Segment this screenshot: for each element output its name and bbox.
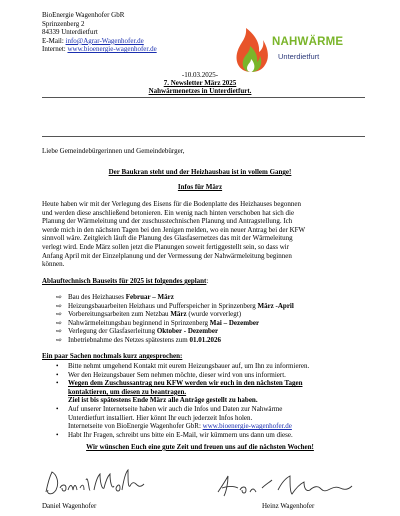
bullet-icon: • <box>56 370 59 379</box>
intro-line: werde mich in den nächsten Tagen bei den Jenigen melden, wo ein neuer Antrag bei der KFW <box>42 225 306 234</box>
bullet-icon: • <box>56 362 59 370</box>
greeting: Liebe Gemeindebürgerinnen und Gemeindebürger, <box>42 147 185 155</box>
nahwaerme-logo <box>232 18 372 78</box>
logo-subtitle: Unterdietfurt <box>278 52 320 61</box>
newsletter-topic: Nahwärmenetzes in Unterdietfurt. <box>148 87 252 95</box>
newsletter-date: -10.03.2025- <box>181 71 219 79</box>
arrow-icon: ⇨ <box>56 318 62 327</box>
arrow-icon: ⇨ <box>56 293 62 301</box>
sender-street: Sprinzenberg 2 <box>42 19 85 28</box>
arrow-icon: ⇨ <box>56 327 62 336</box>
flame-icon <box>232 22 270 74</box>
newsletter-page: BioEnergie Wagenhofer GbR Sprinzenberg 2 84339 Unterdietfurt E-Mail: info@Agrar-Wagenhofer.de Internet: www.bioenergie-wagenhofer.de NAHWÄRME Unterdietfurt -10.03.2025- 7. Newsletter März 2025 Nahwärmenetzes in Unterdietfurt. Liebe Gemeindebürgerinnen und Gemeindebürger, Der Baukran steht und der Heizhausbau ist in vollem Gange! Infos für März Heute haben wir mit der Verlegung des Eisens für die Bodenplatte des Heizhauses begonnen und werden diese anschließend betonieren. Ein wenig nach hinten verschoben hat sich die Planung der Wärmeleitung und der zuschusstechnischen Planung und Antragstellung. Ich werde mich in den nächsten Tagen bei den Jenigen melden, wo ein neuer Antrag bei der KFW sinnvoll wäre. Zeitgleich läuft die Planung des Glasfasernetzes das mit der Wärmeleitung verlegt wird. Ende März sollen jetzt die Planungen soweit fertiggestellt sein, so dass wir Anfang April mit der Einzelplanung und der Vermessung der Nahwärmeleitung beginnen können. Ablauftechnisch Bauseits für 2025 ist folgendes geplant: ⇨ Bau des Heizhauses Februar – März ⇨ Heizungsbauarbeiten Heizhaus und Pufferspeicher in Sprinzenberg März -April ⇨ Vorbereitungsarbeiten zum Netzbau März (wurde vorverlegt) ⇨ Nahwärmeleitungsbau beginnend in Sprinzenberg Mai – Dezember ⇨ Verlegung der Glasfaserleitung Oktober - Dezember ⇨ Inbetriebnahme des Netzes spätestens zum 01.01.2026 Ein paar Sachen nochmals kurz angesprochen: • Bitte nehmt umgehend Kontakt mit eurem Heizungsbauer auf, um Ihn zu informieren. • Wer den Heizungsbauer Sem nehmen möchte, dieser wird von uns informiert. • Wegen dem Zuschussantrag neu KFW werden wir euch in den nächsten Tagen kontaktieren, um diesen zu beantragen. Ziel ist bis spätestens Ende März alle Anträge gestellt zu haben. • Auf unserer Internetseite haben wir auch die Infos und Daten zur Nahwärme Unterdietfurt installiert. Hier könnt Ihr euch jederzeit Infos holen. Internetseite von BioEnergie Wagenhofer GbR: www.bioenergie-wagenhofer.de • Habt Ihr Fragen, schreibt uns bitte ein E-Mail, wir kümmern uns dann um diese. Wir wünschen Euch eine gute Zeit und freuen uns auf die nächsten Wochen! Daniel Wagenhofer Heinz Wagenhofer <box>0 0 400 516</box>
intro-line: Heute haben wir mit der Verlegung des Eisens für die Bodenplatte des Heizhauses begonnen <box>42 200 301 208</box>
logo-name: NAHWÄRME <box>272 36 344 48</box>
reminders-title: Ein paar Sachen nochmals kurz angesprochen: <box>42 352 183 360</box>
sender-city: 84339 Unterdietfurt <box>42 28 98 37</box>
intro-line: sinnvoll wäre. Zeitgleich läuft die Planung des Glasfasernetzes das mit der Wärmeleitung <box>42 234 293 243</box>
bullet-icon: • <box>56 404 59 413</box>
headline: Der Baukran steht und der Heizhausbau ist in vollem Gange! <box>108 168 292 176</box>
sender-internet-line: Internet: www.bioenergie-wagenhofer.de <box>42 45 157 54</box>
sender-company: BioEnergie Wagenhofer GbR <box>42 11 125 19</box>
sender-email-line: E-Mail: info@Agrar-Wagenhofer.de <box>42 36 144 45</box>
newsletter-issue-title: 7. Newsletter März 2025 <box>163 79 237 87</box>
arrow-icon: ⇨ <box>56 335 62 344</box>
email-link[interactable]: info@Agrar-Wagenhofer.de <box>65 36 144 45</box>
intro-line: und werden diese anschließend betonieren. Ein wenig nach hinten verschoben hat sich die <box>42 208 295 217</box>
schedule-title: Ablauftechnisch Bauseits für 2025 ist folgendes geplant: <box>42 277 209 285</box>
signature-name-left: Daniel Wagenhofer <box>42 502 97 510</box>
closing-line: Wir wünschen Euch eine gute Zeit und freuen uns auf die nächsten Wochen! <box>86 443 314 451</box>
intro-line: Anfang April mit der Einzelplanung und der Vermessung der Nahwärmeleitung beginnen <box>42 251 292 260</box>
website-link[interactable]: www.bioenergie-wagenhofer.de <box>67 45 157 54</box>
arrow-icon: ⇨ <box>56 301 62 310</box>
sender-address <box>42 11 262 54</box>
intro-line: verlegt wird. Ende März sollen jetzt die Planungen soweit fertiggestellt sein, so dass wir <box>42 242 290 251</box>
intro-paragraph <box>42 200 365 269</box>
bullet-icon: • <box>56 379 59 388</box>
signature-daniel-wagenhofer <box>42 462 152 502</box>
subheadline: Infos für März <box>177 183 223 191</box>
arrow-icon: ⇨ <box>56 310 62 319</box>
signature-name-right: Heinz Wagenhofer <box>262 502 315 510</box>
intro-line: können. <box>42 260 65 269</box>
intro-line: Planung der Wärmeleitung und der zuschusstechnischen Planung und Antragstellung. Ich <box>42 217 293 226</box>
bullet-icon: • <box>56 430 59 439</box>
website-link[interactable]: www.bioenergie-wagenhofer.de <box>202 422 292 431</box>
signature-heinz-wagenhofer <box>212 466 362 502</box>
header-divider <box>42 97 365 98</box>
header-divider-lower <box>42 136 365 137</box>
